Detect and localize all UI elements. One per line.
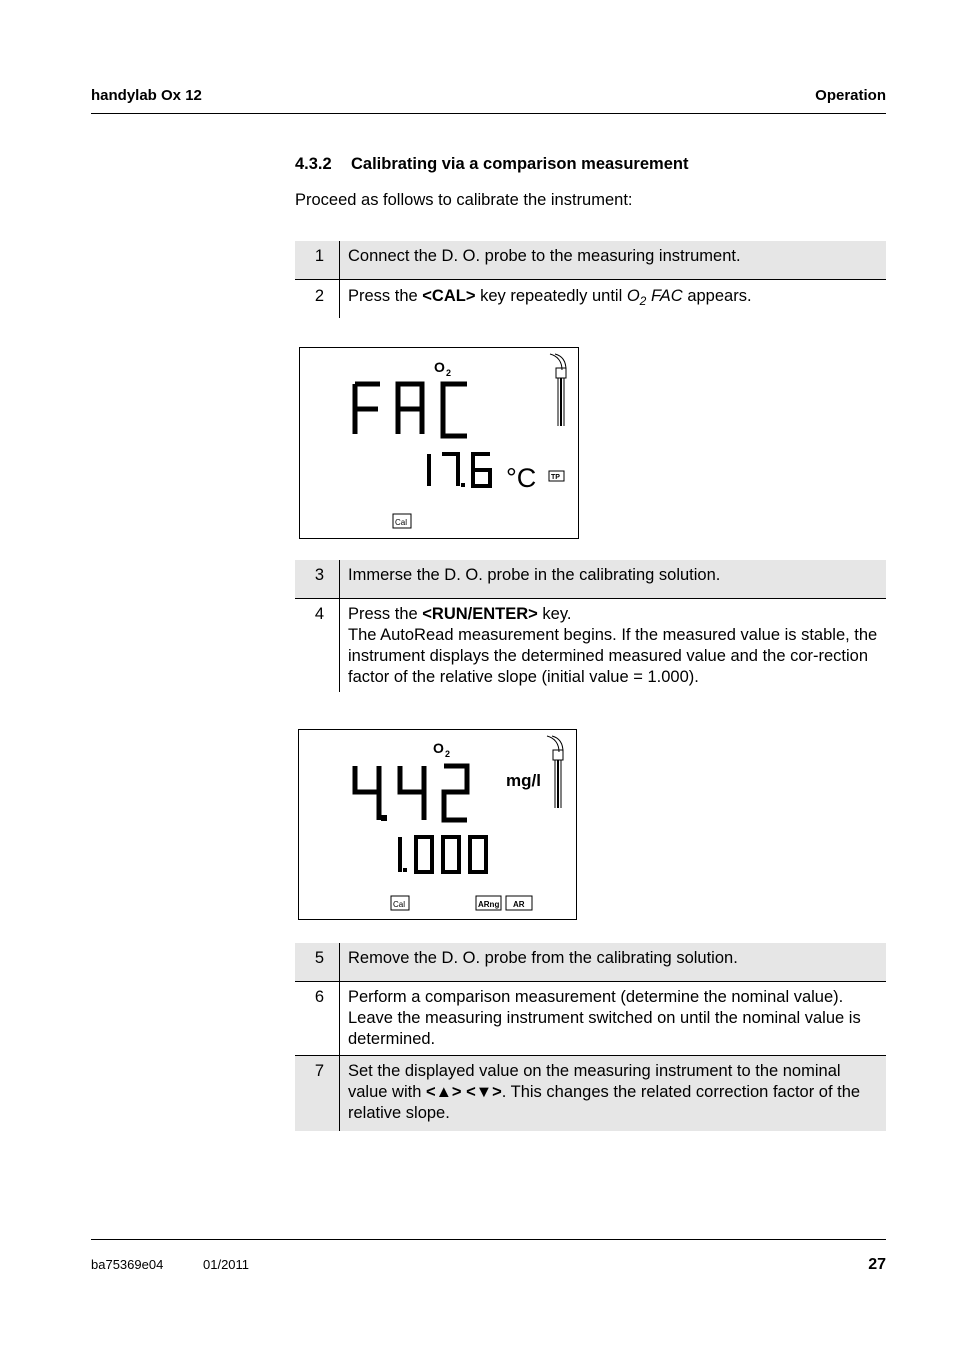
lcd-svg-value (299, 730, 576, 919)
key-label: <RUN/ENTER> (422, 605, 538, 623)
step-number: 5 (314, 949, 324, 967)
section-title (295, 155, 688, 174)
lcd-param-sub: 2 (445, 749, 451, 759)
steps-table-1 (295, 241, 886, 318)
step-row (295, 241, 886, 280)
lcd-ar-text: AR (513, 900, 525, 909)
lcd-display-fac (299, 347, 579, 539)
step-number: 7 (314, 1062, 324, 1080)
step-row (295, 599, 886, 693)
page-number: 27 (868, 1256, 886, 1273)
lcd-cal-text: Cal (393, 900, 406, 909)
lcd-temp-value (429, 454, 490, 487)
probe-icon (547, 736, 563, 808)
lcd-unit: mg/l (506, 771, 541, 790)
step-number: 1 (314, 247, 324, 265)
section-title-text: Calibrating via a comparison measurement (351, 155, 689, 173)
section-number: 4.3.2 (295, 155, 332, 173)
step-row (295, 1056, 886, 1132)
step-number: 6 (314, 988, 324, 1006)
header-product: handylab Ox 12 (91, 87, 202, 104)
step-row (295, 982, 886, 1056)
step-text: Set the displayed value on the measuring instrument to the nominal value with <▲> <▼>. This changes the related correction factor of the relative slope. (340, 1056, 887, 1132)
step-text: Press the <RUN/ENTER> key. The AutoRead measurement begins. If the measured value is stable, the instrument displays the determined measured value and the cor-rection factor of the relative slope (initial value = 1.000). (340, 599, 887, 693)
key-label: <CAL> (422, 287, 476, 305)
steps-table-2 (295, 560, 886, 692)
step-text: Remove the D. O. probe from the calibrating solution. (340, 943, 887, 982)
footer-date: 01/2011 (203, 1257, 250, 1272)
lcd-param-sub: 2 (446, 368, 452, 378)
lcd-display-value (298, 729, 577, 920)
lcd-main-value (355, 766, 467, 821)
step-number: 4 (314, 605, 324, 623)
step-text: Connect the D. O. probe to the measuring instrument. (340, 241, 887, 280)
lcd-arng-text: ARng (478, 900, 500, 909)
footer-rule (91, 1239, 886, 1240)
lcd-svg-fac (300, 348, 578, 538)
step-row (295, 943, 886, 982)
step-number: 3 (314, 566, 324, 584)
step-text: Press the <CAL> key repeatedly until $O_2$ FAC appears. (340, 280, 887, 319)
footer-doc-id: ba75369e04 (91, 1257, 164, 1272)
lcd-param: O (433, 740, 444, 756)
lcd-cal-text: Cal (395, 518, 408, 527)
step-row (295, 560, 886, 599)
key-label: <▲> <▼> (425, 1083, 502, 1101)
lcd-main-fac (355, 384, 467, 436)
step-text: Immerse the D. O. probe in the calibrating solution. (340, 560, 887, 599)
steps-table-3 (295, 943, 886, 1131)
lcd-tp-text: TP (551, 474, 560, 481)
step-number: 2 (314, 287, 324, 305)
lcd-temp-unit: °C (506, 463, 537, 493)
step-row (295, 280, 886, 319)
display-term: $O_2$ FAC (626, 287, 683, 308)
lcd-param: O (434, 359, 445, 375)
lcd-second-value (400, 837, 486, 872)
intro-text: Proceed as follows to calibrate the instrument: (295, 191, 633, 209)
probe-icon (550, 354, 566, 426)
header-rule (91, 113, 886, 114)
header-chapter: Operation (815, 87, 886, 104)
step-text: Perform a comparison measurement (determine the nominal value). Leave the measuring instrument switched on until the nominal value is determined. (340, 982, 887, 1056)
